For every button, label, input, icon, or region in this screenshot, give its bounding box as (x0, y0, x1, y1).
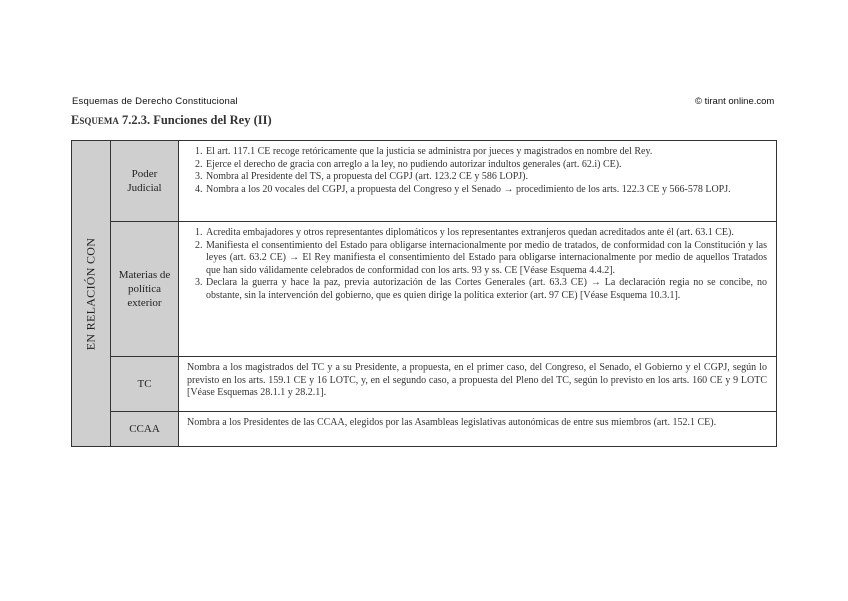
table-row-politica-exterior (111, 222, 776, 357)
item-list (187, 227, 767, 302)
list-item: 1. Acredita embajadores y otros representantes diplomáticos y los representantes extranjeros quedan acreditados ante él (art. 63.1 CE). (205, 227, 767, 240)
list-item: 4. Nombra a los 20 vocales del CGPJ, a propuesta del Congreso y el Senado → procedimiento de los arts. 122.3 CE y 566-578 LOPJ. (205, 184, 767, 197)
list-item: 2. Ejerce el derecho de gracia con arreglo a la ley, no pudiendo autorizar indultos generales (art. 62.i) CE). (205, 159, 767, 172)
table-row-ccaa (111, 412, 776, 446)
category-cell: TC (111, 357, 179, 411)
list-item: 3. Declara la guerra y hace la paz, previa autorización de las Cortes Generales (art. 63.3 CE) → La declaración regia no se concibe, no obstante, sin la intervención del gobierno, que es quien dirige la política exterior (art. 97 CE) [Véase Esquema 10.3.1]. (205, 277, 767, 302)
category-cell: CCAA (111, 412, 179, 446)
content-cell (179, 141, 776, 221)
list-item: 1. El art. 117.1 CE recoge retóricamente que la justicia se administra por jueces y magistrados en nombre del Rey. (205, 146, 767, 159)
copyright-header: © tirant online.com (695, 96, 775, 107)
scheme-title-text: 7.2.3. Funciones del Rey (II) (118, 113, 272, 127)
side-label: EN RELACIÓN CON (83, 237, 98, 350)
table-row-tc (111, 357, 776, 412)
table-row-poder-judicial (111, 141, 776, 222)
item-list (187, 146, 767, 196)
side-column (72, 141, 111, 446)
book-title-header: Esquemas de Derecho Constitucional (72, 96, 238, 107)
functions-table (71, 140, 777, 447)
list-item: 2. Manifiesta el consentimiento del Estado para obligarse internacionalmente por medio de tratados, de conformidad con la Constitución y las leyes (art. 63.2 CE) → El Rey manifiesta el consentimiento del Estado para obligarse internacionalmente por medio de aquellos Tratados que han sido válidamente celebrados de conformidad con los arts. 93 y ss. CE [Véase Esquema 4.4.2]. (205, 240, 767, 278)
category-cell: Materias de política exterior (111, 222, 179, 356)
content-cell (179, 222, 776, 356)
content-cell: Nombra a los Presidentes de las CCAA, elegidos por las Asambleas legislativas autonómicas de entre sus miembros (art. 152.1 CE). (187, 417, 717, 428)
list-item: 3. Nombra al Presidente del TS, a propuesta del CGPJ (art. 123.2 CE y 586 LOPJ). (205, 171, 767, 184)
scheme-title (71, 113, 272, 128)
table-rows (111, 141, 776, 446)
category-cell: Poder Judicial (111, 141, 179, 221)
scheme-prefix: Esquema (71, 113, 119, 127)
content-cell: Nombra a los magistrados del TC y a su Presidente, a propuesta, en el primer caso, del Congreso, el Senado, el Gobierno y el CGPJ, según lo previsto en los arts. 159.1 CE y 16 LOTC, y, en el segundo caso, a propuesta del Pleno del TC, según lo previsto en los arts. 160 CE y 9 LOTC [Véase Esquemas 28.1.1 y 28.2.1]. (187, 362, 767, 398)
